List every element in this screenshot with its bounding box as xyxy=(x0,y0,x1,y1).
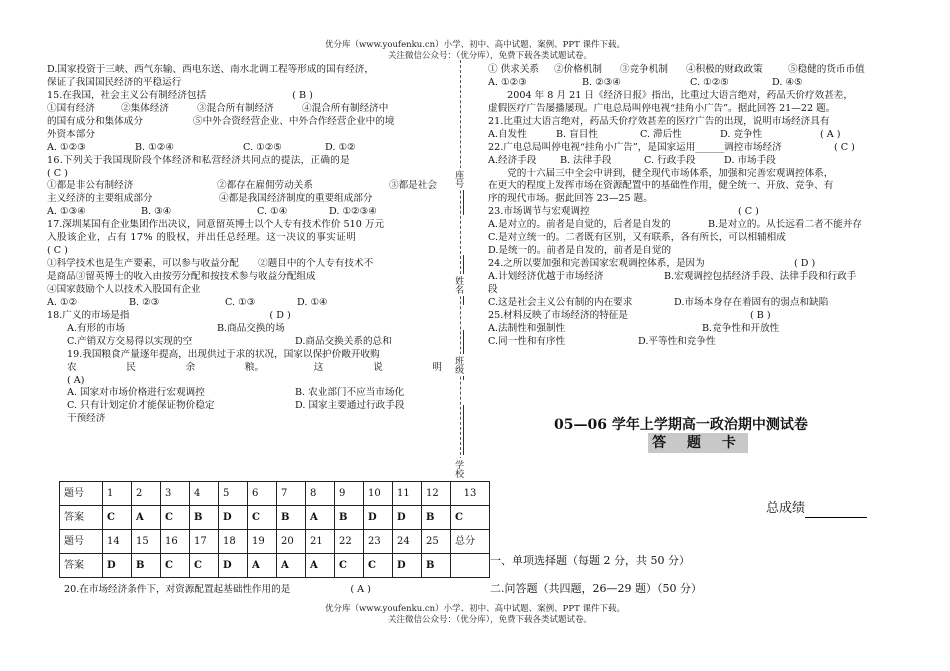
table-cell: 11 xyxy=(393,482,422,506)
q20-choices: A. ①②③ B. ②③④ C. ①②⑤ D. ④⑤ xyxy=(488,76,803,88)
q16-options-row2: 主义经济的主要组成部分 ④都是我国经济制度的重要组成部分 xyxy=(47,193,373,205)
answer-cell: C xyxy=(451,506,490,530)
total-score-label: 总成绩 xyxy=(766,501,806,516)
q23-choices-ab: A.是对立的。前者是自觉的，后者是自发的 B.是对立的。从长远看二者不能并存 xyxy=(488,219,863,231)
q19-answer: ( A) xyxy=(67,374,85,386)
table-row xyxy=(60,506,490,530)
answer-cell: B xyxy=(132,554,161,578)
material-paragraph-2-end: 序的现代市场。据此回答 23—25 题。 xyxy=(488,193,653,205)
question-18: 18.广义的市场是指 ( D ) xyxy=(47,309,291,321)
answer-table xyxy=(59,481,490,578)
total-score-cell[interactable] xyxy=(451,554,490,578)
answer-header: 答案 xyxy=(60,506,103,530)
table-cell: 13 xyxy=(451,482,490,506)
table-cell: 2 xyxy=(132,482,161,506)
answer-cell: B xyxy=(190,506,219,530)
q17-option-2-3: 是商品③留英博士的收入由按劳分配和按技术参与收益分配组成 xyxy=(47,271,316,282)
material-paragraph-2-cont: 在更大的程度上发挥市场在资源配置中的基础性作用，健全统一、开放、竞争、有 xyxy=(488,180,834,192)
question-22: 22.广电总局叫停电视“挂角小广告”，是国家运用______调控市场经济 ( C ) xyxy=(488,141,855,153)
answer-cell: D xyxy=(393,554,422,578)
material-paragraph-2: 党的十六届三中全会中讲到，健全现代市场体系，加强和完善宏观调控体系， xyxy=(488,167,834,179)
table-cell: 7 xyxy=(277,482,306,506)
class-label: 班级 xyxy=(453,356,464,374)
question-24: 24.之所以要加强和完善国家宏观调控体系，是因为 ( D ) xyxy=(488,258,816,270)
answer-cell: D xyxy=(103,554,132,578)
table-cell: 19 xyxy=(248,530,277,554)
answer-cell: D xyxy=(364,506,393,530)
answer-cell: C xyxy=(103,506,132,530)
question-19: 19.我国粮食产量逐年提高，出现供过于求的状况，国家以保护价敞开收购 xyxy=(67,348,380,360)
name-label: 姓名 xyxy=(453,276,464,294)
answer-cell: A xyxy=(306,554,335,578)
q16-answer: ( C ) xyxy=(47,167,68,179)
table-cell: 25 xyxy=(422,530,451,554)
q17-option-1-2: ①科学技术也是生产要素，可以参与收益分配 ②题目中的个人专有技术不 xyxy=(47,258,374,270)
answer-cell: B xyxy=(277,506,306,530)
table-cell: 22 xyxy=(335,530,364,554)
table-cell: 20 xyxy=(277,530,306,554)
footer-line-2: 关注微信公众号：（优分库），免费下载各类试题试卷。 xyxy=(387,614,592,625)
answer-cell: D xyxy=(219,506,248,530)
school-label: 学校 xyxy=(453,460,464,478)
section-1-heading: 一、单项选择题（每题 2 分，共 50 分） xyxy=(490,554,690,567)
material-paragraph-cont: 虚假医疗广告屡播屡现。广电总局叫停电视“挂角小广告”。据此回答 21—22 题。 xyxy=(488,102,836,114)
page-header xyxy=(0,40,950,61)
question-25: 25.材料反映了市场经济的特征是 ( B ) xyxy=(488,309,771,321)
q16-choices: A. ①③④ B. ③④ C. ①④ D. ①②③④ xyxy=(47,206,377,218)
table-cell: 17 xyxy=(190,530,219,554)
right-column xyxy=(488,64,908,349)
table-cell: 6 xyxy=(248,482,277,506)
question-21: 21.比重过大语言绝对，药品夭价疗效甚差的医疗广告的出现，说明市场经济具有 xyxy=(488,115,830,127)
question-16: 16.下列关于我国现阶段个体经济和私营经济共同点的提法，正确的是 xyxy=(47,154,351,166)
question-23: 23.市场调节与宏观调控 ( C ) xyxy=(488,206,759,218)
table-cell: 15 xyxy=(132,530,161,554)
table-cell: 1 xyxy=(103,482,132,506)
answer-cell: B xyxy=(335,506,364,530)
section-2-heading: 二.问答题（共四题，26—29 题）（50 分） xyxy=(490,582,702,595)
table-row xyxy=(60,554,490,578)
answer-cell: A xyxy=(132,506,161,530)
answer-cell: C xyxy=(248,506,277,530)
q24-choices-ab: A.计划经济优越于市场经济 B.宏观调控包括经济手段、法律手段和行政手 xyxy=(488,271,857,282)
answer-cell: C xyxy=(161,506,190,530)
question-17-cont: 入股该企业，占有 17% 的股权，并出任总经理。这一决议的事实证明 xyxy=(47,232,357,244)
table-cell: 8 xyxy=(306,482,335,506)
page-footer xyxy=(0,604,950,625)
q22-choices: A.经济手段 B. 法律手段 C. 行政手段 D. 市场手段 xyxy=(488,154,776,166)
answer-cell: C xyxy=(190,554,219,578)
answer-cell: C xyxy=(335,554,364,578)
q14-option-d: D.国家投资于三峡、西气东输、西电东送、南水北调工程等形成的国有经济， xyxy=(47,64,374,75)
answer-cell: D xyxy=(393,506,422,530)
answer-header: 答案 xyxy=(60,554,103,578)
answer-cell: B xyxy=(422,506,451,530)
table-cell: 4 xyxy=(190,482,219,506)
q19-choices-cd: C. 只有计划定价才能保证物价稳定 D. 国家主要通过行政手段 xyxy=(67,400,405,412)
answer-cell: C xyxy=(161,554,190,578)
question-number-header: 题号 xyxy=(60,530,103,554)
q19-choices-ab: A. 国家对市场价格进行宏观调控 B. 农业部门不应当市场化 xyxy=(67,387,405,399)
q20-options: ① 供求关系 ②价格机制 ③竞争机制 ④积极的财政政策 ⑤稳健的货币币值 xyxy=(488,64,865,75)
question-15: 15.在我国，社会主义公有制经济包括 ( B ) xyxy=(47,89,313,101)
q17-option-4: ④国家鼓励个人以技术入股国有企业 xyxy=(47,283,201,295)
q24-choices-cd: C.这是社会主义公有制的内在要求 D.市场本身存在着固有的弱点和缺陷 xyxy=(488,296,829,308)
table-cell: 12 xyxy=(422,482,451,506)
question-number-header: 题号 xyxy=(60,482,103,506)
question-20: 20.在市场经济条件下，对资源配置起基础性作用的是 ( A ) xyxy=(64,584,371,595)
q23-choice-d: D.是统一的。前者是自发的，前者是自觉的 xyxy=(488,245,672,257)
table-cell: 18 xyxy=(219,530,248,554)
q18-choices-ab: A.有形的市场 B.商品交换的场 xyxy=(67,322,285,334)
answer-cell: B xyxy=(422,554,451,578)
q15-options-row2: 的国有成分和集体成分 ⑤中外合资经营企业、中外合作经营企业中的境 xyxy=(47,115,395,127)
question-17: 17.深圳某国有企业集团作出决议，同意留英博士以个人专有技术作价 510 万元 xyxy=(47,219,385,231)
q23-choice-c: C.是对立统一的。二者既有区别，又有联系，各有所长，可以相辅相成 xyxy=(488,232,786,244)
table-cell: 3 xyxy=(161,482,190,506)
q25-choices-ab: A.法制性和强制性 B.竞争性和开放性 xyxy=(488,322,780,334)
answer-cell: D xyxy=(219,554,248,578)
header-line-1: 优分库（www.youfenku.cn）小学、初中、高中试题、案例、PPT 课件下载。 xyxy=(325,40,625,50)
answer-card-label: 答 题 卡 xyxy=(648,433,748,453)
left-column xyxy=(47,64,442,426)
answer-cell: A xyxy=(248,554,277,578)
table-cell: 9 xyxy=(335,482,364,506)
table-cell: 23 xyxy=(364,530,393,554)
exam-title: 05—06 学年上学期高一政治期中测试卷 xyxy=(554,417,808,433)
q17-answer: ( C ) xyxy=(47,245,68,257)
table-cell: 24 xyxy=(393,530,422,554)
q18-choices-cd: C.产销双方交易得以实现的空 D.商品交换关系的总和 xyxy=(67,335,392,347)
q21-choices: A.自发性 B. 盲目性 C. 滞后性 D. 竞争性 ( A ) xyxy=(488,128,841,140)
table-cell: 14 xyxy=(103,530,132,554)
q19-choice-d-cont: 干预经济 xyxy=(67,413,106,425)
table-cell: 16 xyxy=(161,530,190,554)
table-row xyxy=(60,530,490,554)
q15-options-row3: 外资本部分 xyxy=(47,128,95,140)
table-row xyxy=(60,482,490,506)
table-cell: 5 xyxy=(219,482,248,506)
q16-options-row1: ①都是非公有制经济 ②都存在雇佣劳动关系 ③都是社会 xyxy=(47,180,437,192)
seat-number-label: 座号 xyxy=(453,170,464,188)
header-line-2: 关注微信公众号：（优分库），免费下载各类试题试卷。 xyxy=(387,50,592,61)
answer-cell: A xyxy=(277,554,306,578)
q15-options-row1: ①国有经济 ②集体经济 ③混合所有制经济 ④混合所有制经济中 xyxy=(47,102,389,114)
question-19-cont: 农 民 余 粮。 这 说 明 xyxy=(67,361,442,373)
answer-cell: A xyxy=(306,506,335,530)
table-cell: 10 xyxy=(364,482,393,506)
answer-cell: C xyxy=(364,554,393,578)
q17-choices: A. ①② B. ②③ C. ①③ D. ①④ xyxy=(47,296,328,308)
school-blank-line xyxy=(463,405,464,455)
q14-option-d-cont: 保证了我国国民经济的平稳运行 xyxy=(47,76,182,88)
footer-line-1: 优分库（www.youfenku.cn）小学、初中、高中试题、案例、PPT 课件下载。 xyxy=(325,604,625,614)
table-cell: 21 xyxy=(306,530,335,554)
total-score-blank[interactable] xyxy=(805,503,867,518)
total-score-header: 总分 xyxy=(451,530,490,554)
total-score xyxy=(766,500,867,518)
q25-choices-cd: C.同一性和有序性 D.平等性和竞争性 xyxy=(488,335,716,347)
q15-choices: A. ①②③ B. ①②④ C. ①②⑤ D. ①② xyxy=(47,141,356,153)
q24-choice-b-cont: 段 xyxy=(488,283,498,295)
binding-divider xyxy=(460,60,461,460)
material-paragraph: 2004 年 8 月 21 日《经济日报》指出，比重过大语言绝对，药品夭价疗效甚差， xyxy=(488,89,853,101)
